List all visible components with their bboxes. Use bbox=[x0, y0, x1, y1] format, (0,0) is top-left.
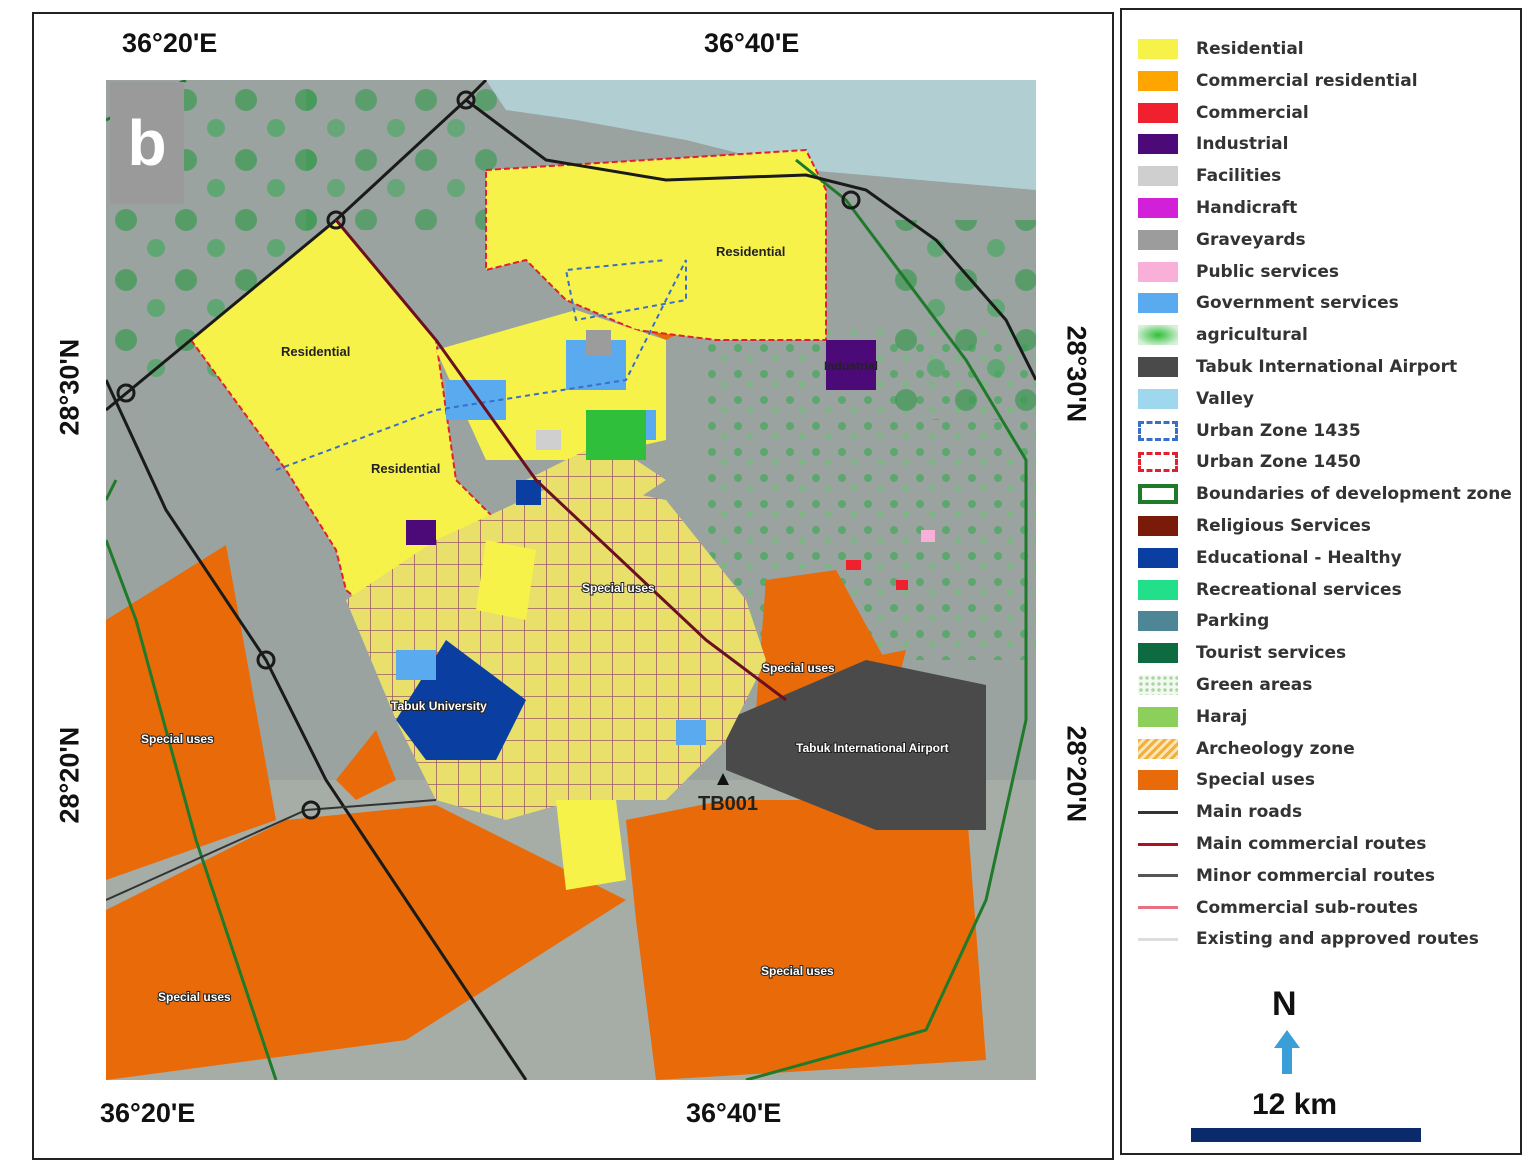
label-residential-1: Residential bbox=[716, 244, 786, 259]
legend-swatch bbox=[1138, 643, 1178, 663]
legend-swatch bbox=[1138, 484, 1178, 504]
legend-swatch bbox=[1138, 770, 1178, 790]
coord-bottom-left: 36°20'E bbox=[100, 1098, 196, 1128]
legend-swatch bbox=[1138, 548, 1178, 568]
legend-label: Facilities bbox=[1196, 166, 1282, 187]
legend-label: Tourist services bbox=[1196, 643, 1347, 664]
legend-label: Valley bbox=[1196, 388, 1254, 409]
coord-right-bottom: 28°20'N bbox=[1061, 725, 1092, 823]
legend-item bbox=[1138, 608, 1269, 634]
legend-item bbox=[1138, 481, 1512, 507]
legend-swatch bbox=[1138, 611, 1178, 631]
label-residential-2: Residential bbox=[281, 344, 351, 359]
industrial-block-west bbox=[406, 520, 436, 545]
government-block-5 bbox=[676, 720, 706, 745]
legend-item bbox=[1138, 100, 1309, 126]
legend-label: Commercial sub-routes bbox=[1196, 897, 1419, 918]
legend-swatch bbox=[1138, 707, 1178, 727]
legend-item bbox=[1138, 449, 1361, 475]
legend-label: Residential bbox=[1196, 39, 1304, 59]
legend-swatch bbox=[1138, 906, 1178, 909]
legend-swatch bbox=[1138, 421, 1178, 441]
legend-label: Religious Services bbox=[1196, 516, 1371, 536]
commercial-block-2 bbox=[896, 580, 908, 590]
legend-swatch bbox=[1138, 516, 1178, 536]
legend-item bbox=[1138, 354, 1457, 380]
legend-label: Main commercial routes bbox=[1196, 834, 1427, 854]
legend-item bbox=[1138, 68, 1418, 94]
legend-item bbox=[1138, 926, 1479, 952]
educational-block-1 bbox=[516, 480, 541, 505]
label-special-uses-5: Special uses bbox=[158, 990, 231, 1004]
legend-swatch bbox=[1138, 580, 1178, 600]
coord-right-top: 28°30'N bbox=[1061, 325, 1092, 423]
residential-south-strip bbox=[556, 800, 626, 890]
scale-label: 12 km bbox=[1252, 1088, 1338, 1121]
special-uses-south bbox=[626, 800, 986, 1080]
legend-item bbox=[1138, 545, 1402, 571]
legend-item bbox=[1138, 831, 1426, 857]
legend-item bbox=[1138, 131, 1288, 157]
panel-label: b bbox=[110, 82, 184, 204]
label-special-uses-3: Special uses bbox=[141, 732, 214, 746]
legend-swatch bbox=[1138, 198, 1178, 218]
legend-swatch bbox=[1138, 262, 1178, 282]
legend-swatch bbox=[1138, 71, 1178, 91]
north-label: N bbox=[1272, 985, 1297, 1023]
coord-bottom-right: 36°40'E bbox=[686, 1098, 782, 1128]
label-tabuk-university: Tabuk University bbox=[391, 699, 487, 713]
legend-label: Special uses bbox=[1196, 770, 1315, 791]
legend-swatch bbox=[1138, 325, 1178, 345]
legend-label: Haraj bbox=[1196, 706, 1248, 727]
coord-top-left: 36°20'E bbox=[122, 28, 218, 58]
legend-label: Tabuk International Airport bbox=[1196, 357, 1458, 377]
legend-label: Handicraft bbox=[1196, 198, 1298, 218]
coord-left-bottom: 28°20'N bbox=[54, 726, 85, 824]
legend-swatch bbox=[1138, 230, 1178, 250]
legend-swatch bbox=[1138, 357, 1178, 377]
legend-label: Green areas bbox=[1196, 675, 1313, 695]
legend-swatch bbox=[1138, 938, 1178, 941]
legend-item bbox=[1138, 163, 1281, 189]
legend-item bbox=[1138, 672, 1312, 698]
legend-swatch bbox=[1138, 843, 1178, 846]
legend-item bbox=[1138, 640, 1346, 666]
legend-item bbox=[1138, 895, 1418, 921]
scale-bar bbox=[1191, 1128, 1421, 1142]
legend-swatch bbox=[1138, 39, 1178, 59]
legend-swatch bbox=[1138, 811, 1178, 814]
legend-label: agricultural bbox=[1196, 325, 1308, 346]
legend-item bbox=[1138, 736, 1355, 762]
legend-label: Recreational services bbox=[1196, 579, 1402, 600]
legend-item bbox=[1138, 322, 1308, 348]
legend-label: Urban Zone 1450 bbox=[1196, 452, 1361, 473]
legend-label: Main roads bbox=[1196, 802, 1303, 823]
legend-label: Public services bbox=[1196, 261, 1340, 282]
legend-label: Commercial residential bbox=[1196, 70, 1418, 91]
legend-swatch bbox=[1138, 134, 1178, 154]
legend-swatch bbox=[1138, 874, 1178, 877]
legend-item bbox=[1138, 227, 1306, 253]
legend-item bbox=[1138, 259, 1339, 285]
legend-label: Government services bbox=[1196, 293, 1399, 314]
legend-item bbox=[1138, 386, 1254, 412]
residential-central-2 bbox=[476, 540, 536, 620]
legend-label: Industrial bbox=[1196, 134, 1289, 155]
label-residential-3: Residential bbox=[371, 461, 441, 476]
legend-swatch bbox=[1138, 675, 1178, 695]
legend-label: Boundaries of development zone bbox=[1196, 484, 1512, 505]
legend-label: Parking bbox=[1196, 611, 1270, 632]
legend-label: Urban Zone 1435 bbox=[1196, 420, 1361, 441]
land-use-map bbox=[106, 80, 1036, 1080]
legend-item bbox=[1138, 799, 1302, 825]
legend-item bbox=[1138, 863, 1435, 889]
legend-label: Commercial bbox=[1196, 102, 1309, 123]
legend-item bbox=[1138, 767, 1315, 793]
legend-item bbox=[1138, 418, 1361, 444]
label-special-uses-2: Special uses bbox=[762, 661, 835, 675]
facility-block-1 bbox=[586, 330, 611, 355]
green-area-1 bbox=[586, 410, 646, 460]
legend-item bbox=[1138, 513, 1371, 539]
legend-swatch bbox=[1138, 452, 1178, 472]
legend-swatch bbox=[1138, 389, 1178, 409]
legend-label: Educational - Healthy bbox=[1196, 547, 1402, 568]
legend-label: Graveyards bbox=[1196, 229, 1306, 250]
legend-label: Existing and approved routes bbox=[1196, 929, 1479, 950]
legend-label: Archeology zone bbox=[1196, 738, 1355, 759]
legend-swatch bbox=[1138, 103, 1178, 123]
legend-swatch bbox=[1138, 739, 1178, 759]
government-block-2 bbox=[446, 380, 506, 420]
label-industrial: Industrial bbox=[824, 359, 879, 373]
label-special-uses-4: Special uses bbox=[761, 964, 834, 978]
label-special-uses-1: Special uses bbox=[582, 581, 655, 595]
label-station: TB001 bbox=[698, 793, 759, 815]
facility-block-2 bbox=[536, 430, 561, 450]
label-tabuk-airport: Tabuk International Airport bbox=[796, 741, 949, 755]
north-arrow-icon bbox=[1272, 1028, 1302, 1076]
legend-item bbox=[1138, 195, 1297, 221]
public-block-1 bbox=[921, 530, 935, 542]
legend-item bbox=[1138, 36, 1304, 62]
agricultural-fields-ne bbox=[886, 220, 1036, 420]
coord-left-top: 28°30'N bbox=[54, 338, 85, 436]
coord-top-right: 36°40'E bbox=[704, 28, 800, 58]
legend-label: Minor commercial routes bbox=[1196, 865, 1435, 886]
legend-item bbox=[1138, 704, 1247, 730]
commercial-block-1 bbox=[846, 560, 861, 570]
legend-item bbox=[1138, 577, 1402, 603]
legend-swatch bbox=[1138, 293, 1178, 313]
government-block-4 bbox=[396, 650, 436, 680]
legend-item bbox=[1138, 290, 1399, 316]
legend-swatch bbox=[1138, 166, 1178, 186]
